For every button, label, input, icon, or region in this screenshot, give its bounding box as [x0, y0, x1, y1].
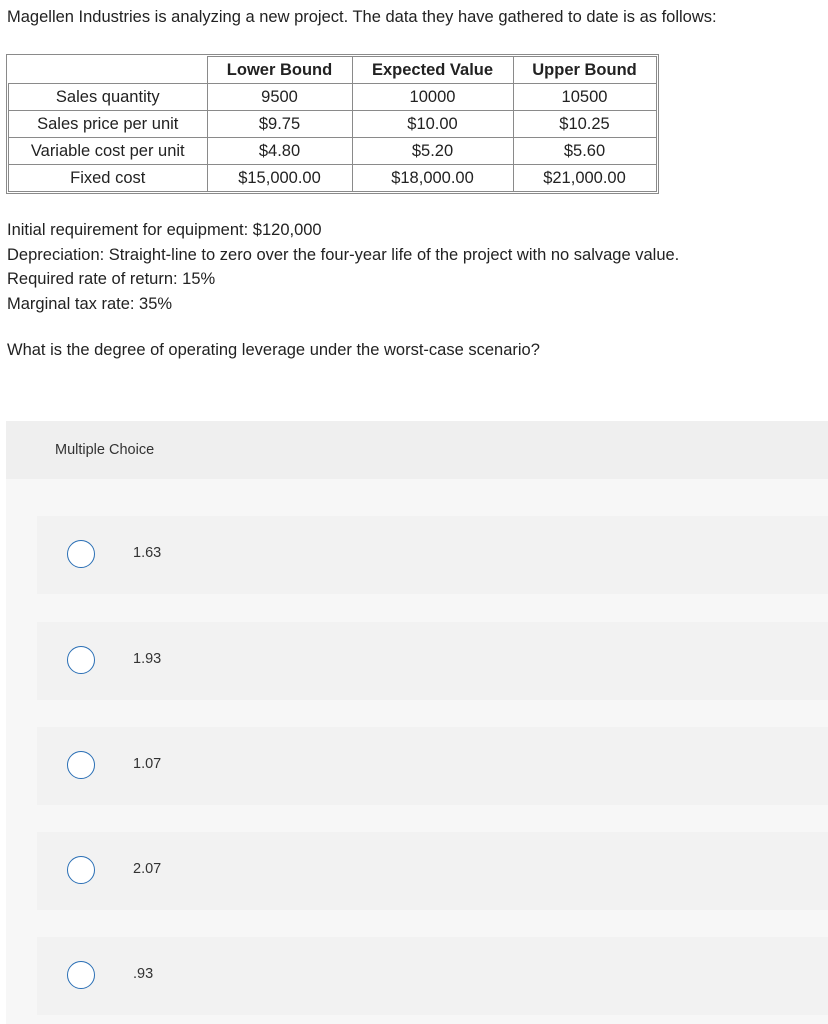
- table-header-row: [9, 57, 657, 84]
- table-cell: $10.25: [513, 111, 656, 138]
- question-text: What is the degree of operating leverage under the worst-case scenario?: [7, 341, 540, 359]
- info-tax-rate: Marginal tax rate: 35%: [7, 294, 173, 313]
- choice-label: 1.07: [133, 756, 162, 772]
- radio-button[interactable]: [67, 961, 95, 989]
- choice-label: .93: [133, 966, 154, 982]
- choice-label: 2.07: [133, 861, 162, 877]
- table-cell: $15,000.00: [207, 165, 352, 192]
- choice-option-4[interactable]: [37, 832, 828, 910]
- table-cell: $4.80: [207, 138, 352, 165]
- row-label: Variable cost per unit: [9, 138, 208, 165]
- choice-option-5[interactable]: [37, 937, 828, 1015]
- multiple-choice-header: [6, 421, 828, 479]
- table-row: [9, 111, 657, 138]
- row-label: Sales quantity: [9, 84, 208, 111]
- table-header-blank: [9, 57, 208, 84]
- info-required-return: Required rate of return: 15%: [7, 270, 216, 288]
- table-cell: $5.60: [513, 138, 656, 165]
- radio-button[interactable]: [67, 856, 95, 884]
- table-cell: $21,000.00: [513, 165, 656, 192]
- table-row: [9, 165, 657, 192]
- intro-text: Magellen Industries is analyzing a new project. The data they have gathered to date is as follows:: [7, 8, 717, 26]
- table-header-expected-value: Expected Value: [352, 57, 513, 84]
- table-cell: $10.00: [352, 111, 513, 138]
- data-table-frame: [6, 54, 659, 194]
- choice-option-2[interactable]: [37, 622, 828, 700]
- multiple-choice-title: Multiple Choice: [55, 442, 155, 458]
- table-cell: 10500: [513, 84, 656, 111]
- data-table: [8, 56, 657, 192]
- info-equipment: Initial requirement for equipment: $120,000: [7, 221, 322, 239]
- project-info: [7, 218, 679, 316]
- choice-option-3[interactable]: [37, 727, 828, 805]
- table-cell: 10000: [352, 84, 513, 111]
- multiple-choice-panel: [6, 421, 828, 1024]
- choice-label: 1.93: [133, 651, 162, 667]
- table-cell: $9.75: [207, 111, 352, 138]
- table-row: [9, 138, 657, 165]
- table-header-upper-bound: Upper Bound: [513, 57, 656, 84]
- radio-button[interactable]: [67, 751, 95, 779]
- table-cell: $18,000.00: [352, 165, 513, 192]
- table-cell: 9500: [207, 84, 352, 111]
- choice-label: 1.63: [133, 545, 162, 561]
- choice-option-1[interactable]: [37, 516, 828, 594]
- table-header-lower-bound: Lower Bound: [207, 57, 352, 84]
- radio-button[interactable]: [67, 646, 95, 674]
- row-label: Sales price per unit: [9, 111, 208, 138]
- table-cell: $5.20: [352, 138, 513, 165]
- info-depreciation: Depreciation: Straight-line to zero over the four-year life of the project with no salvage value.: [7, 245, 680, 264]
- radio-button[interactable]: [67, 540, 95, 568]
- row-label: Fixed cost: [9, 165, 208, 192]
- table-row: [9, 84, 657, 111]
